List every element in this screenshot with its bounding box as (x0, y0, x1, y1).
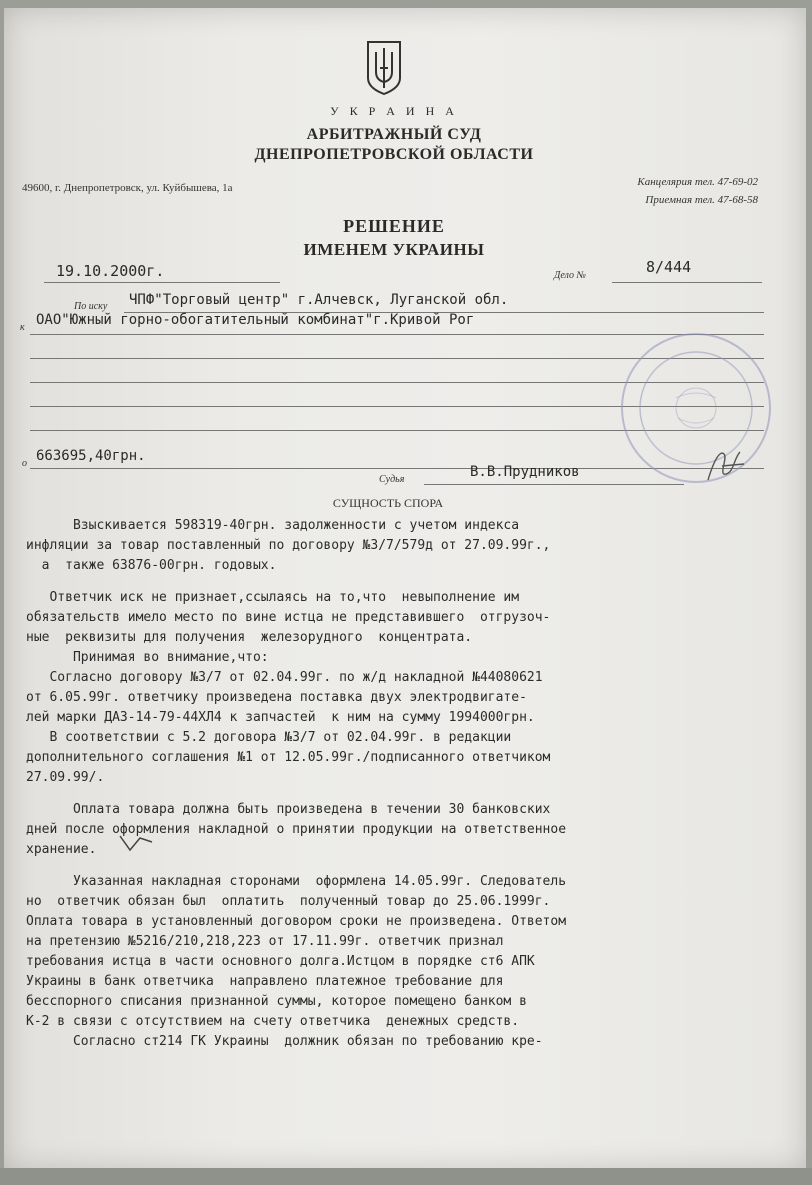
body-line: Взыскивается 598319-40грн. задолженности с учетом индекса (26, 518, 520, 533)
body-line: требования истца в части основного долга.Истцом в порядке ст6 АПК (26, 954, 535, 969)
body-line: 27.09.99/. (26, 770, 105, 785)
phone-office: Канцелярия тел. 47-69-02 (637, 176, 758, 188)
body-line: Указанная накладная сторонами оформлена 14.05.99г. Следователь (26, 874, 567, 889)
trident-emblem-icon (364, 38, 404, 96)
country-name: У К Р А И Н А (330, 104, 458, 118)
scan-bottom-edge (0, 1168, 812, 1185)
body-line: Украины в банк ответчика направлено платежное требование для (26, 974, 504, 989)
plaintiff-label: По иску (74, 301, 108, 312)
body-line: Оплата товара в установленный договором сроки не произведена. Ответом (26, 914, 567, 929)
body-line: лей марки ДАЗ-14-79-44ХЛ4 к запчастей к ним на сумму 1994000грн. (26, 710, 535, 725)
body-line: Согласно ст214 ГК Украины должник обязан по требованию кре- (26, 1034, 543, 1049)
case-number: 8/444 (646, 258, 692, 276)
decision-title: РЕШЕНИЕ (343, 216, 445, 236)
body-line: а также 63876-00грн. годовых. (26, 558, 277, 573)
claim-sum: 663695,40грн. (36, 448, 146, 464)
defendant-name: ОАО"Южный горно-обогатительный комбинат"г.Кривой Рог (36, 312, 475, 328)
body-line: Оплата товара должна быть произведена в течении 30 банковских (26, 802, 551, 817)
signature-icon (700, 440, 750, 490)
body-line: Принимая во внимание,что: (26, 650, 269, 665)
body-line: бесспорного списания признанной суммы, которое помещено банком в (26, 994, 527, 1009)
body-line: Согласно договору №3/7 от 02.04.99г. по ж/д накладной №44080621 (26, 670, 543, 685)
decision-subtitle: ИМЕНЕМ УКРАИНЫ (303, 240, 485, 259)
body-line: на претензию №5216/210,218,223 от 17.11.99г. ответчик признал (26, 934, 504, 949)
decision-body (26, 516, 806, 1052)
date-underline (44, 282, 280, 283)
body-line: Ответчик иск не признает,ссылаясь на то,что невыполнение им (26, 590, 520, 605)
judge-label: Судья (379, 474, 405, 485)
essence-heading: СУЩНОСТЬ СПОРА (332, 496, 444, 510)
document-page (4, 8, 806, 1170)
court-stamp-icon (616, 328, 776, 488)
defendant-label: к (20, 322, 25, 333)
body-line: В соответствии с 5.2 договора №3/7 от 02.04.99г. в редакции (26, 730, 512, 745)
body-line: дополнительного соглашения №1 от 12.05.99г./подписанного ответчиком (26, 750, 551, 765)
phone-reception: Приемная тел. 47-68-58 (645, 194, 758, 206)
body-line: К-2 в связи с отсутствием на счету ответчика денежных средств. (26, 1014, 520, 1029)
court-name-line1: АРБИТРАЖНЫЙ СУД (306, 126, 482, 143)
court-address: 49600, г. Днепропетровск, ул. Куйбышева, 1а (22, 182, 233, 194)
decision-date: 19.10.2000г. (56, 262, 165, 280)
body-line: но ответчик обязан был оплатить полученный товар до 25.06.1999г. (26, 894, 551, 909)
judge-name: В.В.Прудников (470, 464, 580, 480)
body-line: хранение. (26, 842, 97, 857)
case-underline (612, 282, 762, 283)
case-label: Дело № (554, 270, 586, 281)
body-line: дней после оформления накладной о принятии продукции на ответственное (26, 822, 567, 837)
plaintiff-name: ЧПФ"Торговый центр" г.Алчевск, Луганской обл. (129, 292, 509, 308)
handwritten-mark-icon (116, 830, 156, 856)
body-line: от 6.05.99г. ответчику произведена поставка двух электродвигате- (26, 690, 527, 705)
court-name-line2: ДНЕПРОПЕТРОВСКОЙ ОБЛАСТИ (254, 146, 534, 163)
body-line: обязательств имело место по вине истца не представившего отгрузоч- (26, 610, 551, 625)
sum-label: о (22, 458, 27, 469)
body-line: инфляции за товар поставленный по договору №3/7/579д от 27.09.99г., (26, 538, 551, 553)
body-line: ные реквизиты для получения железорудного концентрата. (26, 630, 473, 645)
